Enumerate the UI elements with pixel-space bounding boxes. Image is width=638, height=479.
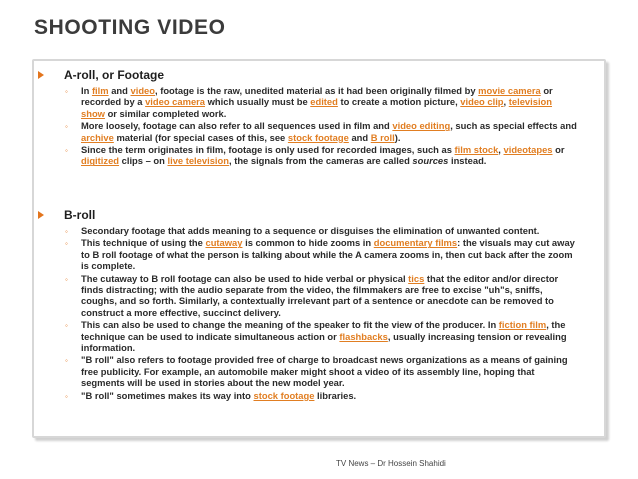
link-fiction-film[interactable]: fiction film (498, 319, 547, 331)
circle-bullet-icon: ◦ (65, 321, 68, 331)
list-item: ◦ This can also be used to change the meaning of the speaker to fit the view of the producer. In fiction film, the technique can be used to indicate simultaneous action or flashbacks, usually increasing tension or revealing information. (65, 319, 567, 354)
list-item: ◦ The cutaway to B roll footage can also be used to hide verbal or physical tics that the editor and/or director finds distracting; with the audio separate from the video, the filmmakers are free to excise "uh"s, sniffs, coughs, and so forth. Similarly, a contextually irrelevant part of a sentence or anecdote can be removed to construct a more effective, succinct delivery. (65, 272, 559, 318)
link-stock-footage[interactable]: stock footage (253, 389, 315, 401)
link-documentary-films[interactable]: documentary films (373, 237, 458, 249)
circle-bullet-icon: ◦ (65, 274, 68, 284)
link-video-clip[interactable]: video clip (460, 96, 504, 108)
section-b-roll (38, 208, 578, 401)
link-film-stock[interactable]: film stock (454, 144, 499, 156)
link-film[interactable]: film (91, 85, 109, 96)
slide-footer: TV News – Dr Hossein Shahidi (336, 459, 446, 468)
circle-bullet-icon: ◦ (65, 87, 68, 96)
list-item: ◦ This technique of using the cutaway is common to hide zooms in documentary films: the visuals may cut away to B roll footage of what the person is talking about while the A camera zooms in, then cut back after the zoom is complete. (65, 237, 575, 272)
link-flashbacks[interactable]: flashbacks (339, 330, 388, 342)
link-video[interactable]: video (130, 85, 155, 96)
list-item: ◦ "B roll" also refers to footage provided free of charge to broadcast news organizations as a means of gaining free publicity. For example, an automobile maker might shoot a video of its assembly line, hoping that segments will be used in stories about the new model year. (65, 354, 568, 389)
section-heading-label: A-roll, or Footage (64, 68, 164, 82)
arrow-bullet-icon (38, 211, 44, 219)
link-cutaway[interactable]: cutaway (205, 237, 243, 249)
circle-bullet-icon: ◦ (65, 227, 68, 236)
link-movie-camera[interactable]: movie camera (478, 85, 541, 96)
arrow-bullet-icon (38, 71, 44, 79)
list-item: ◦ More loosely, footage can also refer to all sequences used in film and video editing, such as special effects and archive material (for special cases of this, see stock footage and B roll). (65, 120, 577, 143)
link-tics[interactable]: tics (408, 272, 425, 284)
circle-bullet-icon: ◦ (65, 239, 68, 249)
link-b-roll[interactable]: B roll (370, 131, 395, 143)
list-item: ◦ "B roll" sometimes makes its way into stock footage libraries. (65, 389, 357, 401)
circle-bullet-icon: ◦ (65, 146, 68, 156)
list-item: ◦ In film and video, footage is the raw, unedited material as it had been originally filmed by movie camera or recorded by a video camera which usually must be edited to create a motion picture, video clip, television show or similar completed work. (65, 85, 553, 119)
link-archive[interactable]: archive (81, 131, 114, 143)
section-heading (38, 208, 578, 224)
link-stock-footage[interactable]: stock footage (287, 131, 349, 143)
link-television-show[interactable]: television show (81, 96, 553, 119)
link-video-camera[interactable]: video camera (145, 96, 206, 108)
link-digitized[interactable]: digitized (81, 155, 120, 167)
section-a-roll (38, 68, 578, 167)
list-item: ◦ Since the term originates in film, footage is only used for recorded images, such as film stock, videotapes or digitized clips – on live television, the signals from the cameras are called sources instead. (65, 144, 565, 167)
circle-bullet-icon: ◦ (65, 122, 68, 132)
list-item: ◦ Secondary footage that adds meaning to a sequence or disguises the elimination of unwanted content. (65, 225, 540, 236)
section-heading (38, 68, 578, 84)
circle-bullet-icon: ◦ (65, 391, 68, 401)
link-edited[interactable]: edited (310, 96, 338, 108)
slide-title: SHOOTING VIDEO (34, 16, 226, 39)
link-video-editing[interactable]: video editing (392, 120, 451, 132)
circle-bullet-icon: ◦ (65, 356, 68, 366)
link-live-television[interactable]: live television (167, 155, 229, 167)
section-heading-label: B-roll (64, 208, 96, 222)
link-videotapes[interactable]: videotapes (503, 144, 553, 156)
